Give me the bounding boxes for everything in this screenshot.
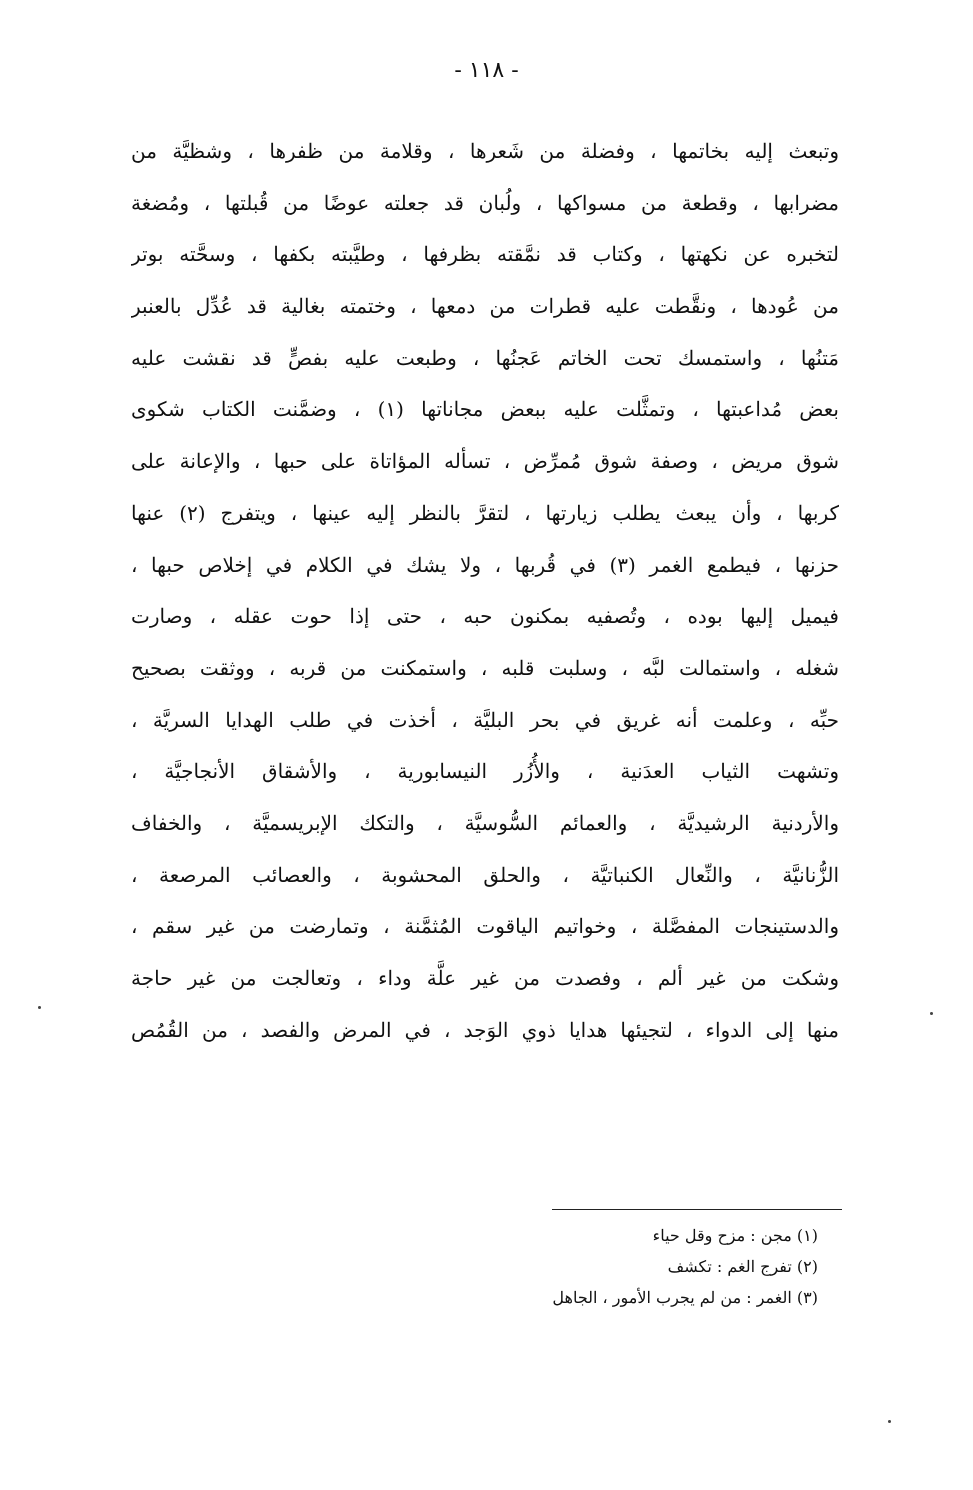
text-line: فيميل إليها بوده ، وتُصفيه بمكنون حبه ، حتى إذا حوت عقله ، وصارت [131,604,839,629]
text-line: شوق مريض ، وصفة شوق مُمرِّض ، تسأله المؤاتاة على حبها ، والإعانة على [131,449,839,474]
text-line: بعض مُداعبتها ، وتمثَّلت عليه ببعض مجاناتها (١) ، وضمَّنت الكتاب شكوى [131,397,839,422]
text-line: وتبعث إليه بخاتمها ، وفضلة من شَعرها ، وقلامة من ظفرها ، وشظيَّة من [131,139,839,163]
page-number: - ١١٨ - [454,58,519,83]
text-line: والأردنية الرشيديَّة ، والعمائم السُّوسيَّة ، والتكك الإبريسميَّة ، والخفاف [131,810,839,835]
text-line: من عُودها ، ونقَّطت عليه قطرات من دمعها ، وختمته بغالية قد عُدِّل بالعنبر [131,294,839,319]
text-line: والدستينجات المفصَّلة ، وخواتيم الياقوت المُثمَّنة ، وتمارضت من غير سقم ، [131,914,839,939]
footnote: (١) مجن : مزح وقل حياء [652,1226,818,1245]
text-line: حزنها ، فيطمع الغمر (٣) في قُربها ، ولا يشك في الكلام في إخلاص حبها ، [131,552,839,577]
scan-speck [888,1420,891,1423]
text-line: مضرابها ، وقطعة من مسواكها ، ولُبان قد جعلته عوضًا من قُبلتها ، ومُضغة [131,190,839,215]
footnote: (٢) تفرج الغم : تكشف [667,1257,818,1276]
text-line: شغله ، واستمالت لبَّه ، وسلبت قلبه ، واستمكنت من قربه ، ووثقت بصحيح [131,655,839,680]
footnote-divider [552,1209,842,1210]
text-line: وشكت من غير ألم ، وفصدت من غير علَّة وداء ، وتعالجت من غير حاجة [131,966,839,990]
text-line: مَتنُها ، واستمسك تحت الخاتم عَجنُها ، وطبعت عليه بفصٍّ قد نقشت عليه [131,345,839,370]
text-line: وتشهت الثياب العدَنية ، والأُزُر النيسابورية ، والأشقاق الأنجاجيَّة ، [131,759,839,784]
text-line: حبِّه ، وعلمت أنه غريق في بحر البليَّة ، أخذت في طلب الهدايا السريَّة ، [131,707,839,732]
footnote: (٣) الغمر : من لم يجرب الأمور ، الجاهل [552,1288,818,1307]
footnotes [420,1220,818,1313]
scan-speck [930,1012,933,1015]
body-text [131,126,839,1056]
text-line: لتخبره عن نكهتها ، وكتاب قد نمَّقته بظرفها ، وطيَّبته بكفها ، وسحَّته بوتر [131,242,839,267]
text-line: منها إلى الدواء ، لتجيئها هدايا ذوي الوَجد ، في المرض والفصد ، من القُمُص [131,1017,839,1042]
scan-speck [38,1006,41,1009]
text-line: كربها ، وأن يبعث يطلب زيارتها ، لتقرَّ بالنظر إليه عينها ، ويتفرج (٢) عنها [131,500,839,525]
text-line: الزُّنانيَّة ، والنِّعال الكنباتيَّة ، والحلق المحشوبة ، والعصائب المرصعة ، [131,862,839,887]
